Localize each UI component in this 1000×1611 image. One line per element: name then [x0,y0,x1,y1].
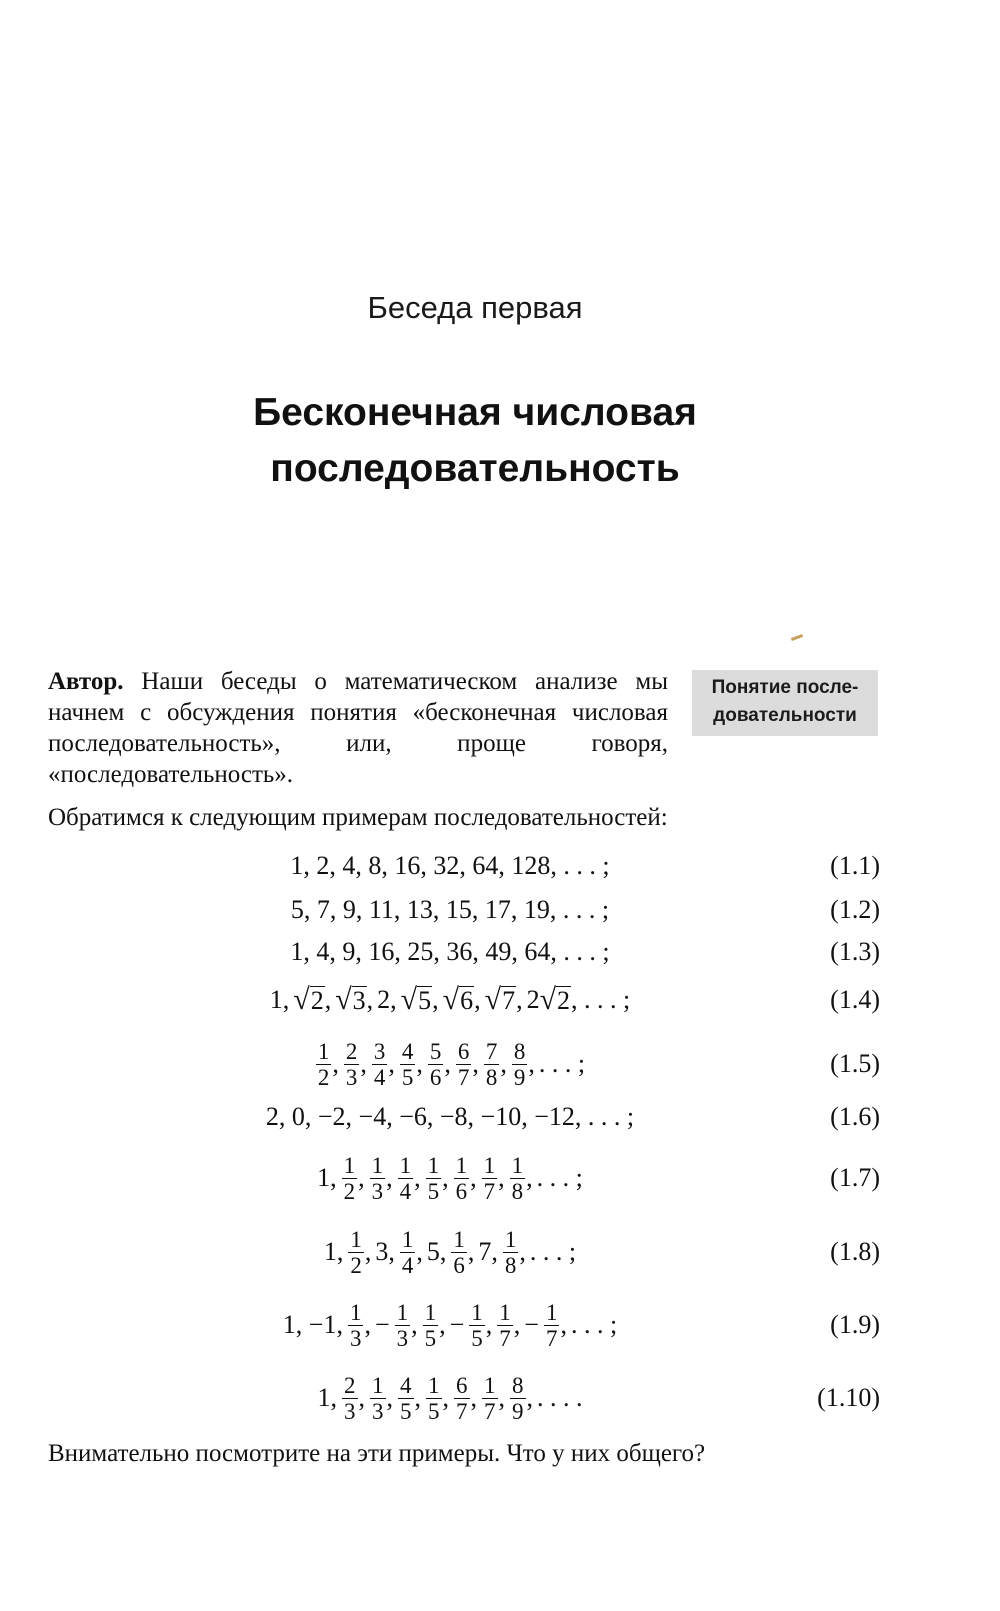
fraction-numerator: 4 [400,1372,412,1398]
fraction-denominator: 9 [512,1398,524,1424]
fraction-denominator: 4 [401,1252,414,1278]
fraction [370,1373,386,1424]
fraction-numerator: 4 [401,1038,414,1064]
square-root [335,985,366,1015]
fraction [426,1153,442,1204]
chapter-title-line-1: Бесконечная числовая [253,391,697,434]
sequence-text: , [416,1049,423,1078]
sequence-row [0,1087,900,1147]
equation-number: (1.4) [830,985,880,1014]
sequence-text: , [442,1383,449,1412]
fraction-numerator: 1 [424,1299,437,1325]
fraction-denominator: 7 [545,1325,558,1351]
fraction-numerator: 1 [511,1152,524,1178]
fraction-denominator: 7 [483,1178,496,1204]
equation-number: (1.9) [830,1310,880,1339]
fraction-numerator: 6 [456,1372,468,1398]
fraction-numerator: 5 [429,1038,442,1064]
sequence-text: 1, [323,1237,344,1266]
radical-sign-icon: √ [400,983,418,1016]
sequence-text: , [470,1163,477,1192]
radical-sign-icon: √ [293,983,310,1016]
square-root [540,985,571,1015]
sequence-text: , [416,1237,423,1266]
radical-sign-icon: √ [484,983,502,1016]
fraction-denominator: 7 [457,1064,470,1090]
intro-text: Наши беседы о математическом анализе мы начнем с обсуждения понятия «бесконечная числовая последовательность», или, проще говоря, «последовательность». [48,668,668,788]
radical-sign-icon: √ [335,983,352,1016]
closing-sentence: Внимательно посмотрите на эти примеры. Что у них общего? [48,1440,706,1467]
fraction-denominator: 3 [349,1325,362,1351]
fraction-numerator: 1 [484,1372,496,1398]
sequence-text: 1, −1, [282,1310,343,1339]
sequence-text: , [388,1049,395,1078]
fraction-numerator: 8 [512,1372,524,1398]
fraction [426,1373,442,1424]
fraction-numerator: 1 [350,1226,362,1252]
fraction-numerator: 7 [485,1038,498,1064]
speaker-label: Автор. [48,668,124,695]
fraction-denominator: 7 [484,1398,496,1424]
sequence-row [0,1222,900,1282]
sequence-text: , [358,1383,365,1412]
fraction-denominator: 5 [427,1178,440,1204]
fraction [469,1300,485,1351]
sequence-tail: . . . . [537,1383,583,1412]
sequence-row [0,1368,900,1428]
fraction-numerator: 1 [545,1299,558,1325]
fraction-denominator: 5 [471,1325,483,1351]
fraction-denominator: 5 [400,1398,412,1424]
sequence-text: , [519,1237,526,1266]
fraction-denominator: 3 [372,1398,384,1424]
fraction [512,1039,528,1090]
sequence-tail: . . . ; [536,1163,583,1192]
fraction [454,1373,470,1424]
sequence-text: , [467,1237,475,1266]
radicand: 2 [557,986,571,1015]
sequence-tail: . . . ; [570,1310,618,1339]
equation-number: (1.8) [830,1237,880,1266]
sequence-text: 5, [426,1237,447,1266]
fraction-denominator: 3 [344,1398,356,1424]
fraction-numerator: 1 [317,1038,330,1064]
fraction [398,1373,414,1424]
sequence-tail: . . . ; [529,1237,577,1266]
fraction [482,1153,498,1204]
fraction [428,1039,444,1090]
sequence-text: , [500,1049,507,1078]
fraction [456,1039,472,1090]
fraction-denominator: 2 [350,1252,362,1278]
fraction-numerator: 1 [401,1226,414,1252]
fraction-denominator: 4 [399,1178,412,1204]
sequence-text: , [364,1237,372,1266]
fraction-numerator: 1 [483,1152,496,1178]
sequence-text: 1, 4, 9, 16, 25, 36, 49, 64, . . . ; [290,937,610,966]
fraction-numerator: 1 [343,1152,356,1178]
chapter-subtitle: Беседа первая [367,290,583,325]
sequence-text: , [324,985,332,1014]
fraction [423,1300,439,1351]
fraction [398,1153,414,1204]
sequence-row [0,1034,900,1094]
sequence-text: , [414,1163,421,1192]
fraction-denominator: 8 [504,1252,517,1278]
sequence-text: 7, [478,1237,498,1266]
equation-number: (1.5) [830,1049,880,1078]
ink-mark [791,634,803,641]
fraction [342,1373,358,1424]
fraction [400,1227,416,1278]
chapter-title-line-2: последовательность [270,447,680,490]
fraction-denominator: 3 [396,1325,409,1351]
fraction [484,1039,500,1090]
radicand: 2 [310,986,324,1015]
fraction [482,1373,498,1424]
fraction-numerator: 1 [399,1152,412,1178]
sequence-text: , [386,1383,393,1412]
equation-number: (1.1) [830,851,880,880]
fraction [544,1300,560,1351]
equation-number: (1.2) [830,895,880,924]
sequence-text: , [516,985,523,1014]
fraction-denominator: 7 [456,1398,468,1424]
fraction [344,1039,360,1090]
fraction-denominator: 2 [317,1064,330,1090]
fraction-numerator: 1 [428,1372,440,1398]
square-root [443,985,474,1015]
fraction-denominator: 5 [428,1398,440,1424]
intro-paragraph [48,666,668,790]
fraction-denominator: 7 [499,1325,511,1351]
fraction-denominator: 4 [373,1064,386,1090]
fraction-numerator: 2 [344,1372,356,1398]
coefficient: 2 [526,985,540,1014]
fraction [497,1300,513,1351]
radical-sign-icon: √ [442,983,460,1016]
radical-sign-icon: √ [539,983,557,1016]
sequence-text: , [386,1163,393,1192]
fraction [316,1039,332,1090]
fraction [372,1039,388,1090]
sequence-text: , [432,985,439,1014]
sequence-text: 3, [375,1237,395,1266]
sequence-text: , [444,1049,451,1078]
fraction [342,1153,358,1204]
radicand: 3 [352,986,366,1015]
fraction [395,1300,411,1351]
radicand: 5 [418,986,432,1015]
lead-sentence: Обратимся к следующим примерам последовательностей: [48,804,668,831]
fraction-numerator: 1 [372,1372,384,1398]
radicand: 6 [460,986,474,1015]
equation-number: (1.6) [830,1102,880,1131]
fraction [348,1227,364,1278]
fraction-denominator: 6 [455,1178,468,1204]
fraction-numerator: 1 [349,1299,362,1325]
sequence-row [0,1295,900,1355]
equation-number: (1.10) [817,1383,880,1412]
sequence-text: 1, [269,985,290,1014]
fraction-denominator: 9 [513,1064,526,1090]
fraction [510,1373,526,1424]
sequence-text: , [513,1310,521,1339]
sequence-text: , [439,1310,446,1339]
fraction-denominator: 8 [485,1064,498,1090]
fraction-numerator: 8 [513,1038,526,1064]
sequence-text: , [498,1383,505,1412]
sequence-text: , [485,1310,493,1339]
fraction [454,1153,470,1204]
fraction-numerator: 6 [457,1038,470,1064]
sequence-text: 5, 7, 9, 11, 13, 15, 17, 19, . . . ; [290,895,610,924]
fraction-numerator: 3 [373,1038,386,1064]
sequence-text: , [560,1310,567,1339]
sequence-text: , [472,1049,479,1078]
fraction-denominator: 5 [424,1325,437,1351]
fraction-denominator: 2 [343,1178,356,1204]
fraction-denominator: 3 [371,1178,384,1204]
sequence-text: , [526,1383,533,1412]
sequence-row [0,1148,900,1208]
fraction [451,1227,467,1278]
margin-note [692,670,878,736]
fraction [503,1227,519,1278]
fraction-numerator: 2 [345,1038,358,1064]
sequence-text: 1, [317,1383,337,1412]
fraction-denominator: 5 [401,1064,414,1090]
equation-number: (1.3) [830,937,880,966]
sequence-text: − [374,1310,390,1339]
sequence-text: , [366,985,374,1014]
sequence-tail: . . . ; [538,1049,586,1078]
sequence-text: , [470,1383,477,1412]
square-root [485,985,516,1015]
sequence-text: 1, 2, 4, 8, 16, 32, 64, 128, . . . ; [290,851,610,880]
sequence-text: , [526,1163,533,1192]
sequence-text: , [442,1163,449,1192]
fraction-numerator: 1 [499,1299,511,1325]
sequence-text: , [498,1163,505,1192]
square-root [401,985,432,1015]
sequence-row [0,970,900,1030]
fraction [510,1153,526,1204]
sequence-text: , [360,1049,367,1078]
margin-note-line-1: Понятие после- [711,677,859,698]
fraction-numerator: 1 [371,1152,384,1178]
margin-note-line-2: довательности [713,705,857,726]
sequence-text: 2, 0, −2, −4, −6, −8, −10, −12, . . . ; [265,1102,635,1131]
fraction-numerator: 1 [396,1299,409,1325]
fraction [400,1039,416,1090]
fraction-denominator: 8 [511,1178,524,1204]
fraction-denominator: 6 [453,1252,465,1278]
sequence-tail: , . . . ; [571,985,631,1014]
fraction-numerator: 1 [453,1226,465,1252]
chapter-title [0,385,950,497]
sequence-text: 1, [317,1163,337,1192]
fraction-denominator: 3 [345,1064,358,1090]
sequence-text: 2, [377,985,397,1014]
fraction-numerator: 1 [504,1226,517,1252]
sequence-text: , [474,985,481,1014]
fraction-numerator: 1 [455,1152,468,1178]
radicand: 7 [502,986,516,1015]
fraction [370,1153,386,1204]
equation-number: (1.7) [830,1163,880,1192]
sequence-text: , [364,1310,371,1339]
sequence-text: , [528,1049,535,1078]
fraction-numerator: 1 [471,1299,483,1325]
sequence-text: − [449,1310,465,1339]
sequence-text: , [411,1310,418,1339]
fraction [348,1300,364,1351]
sequence-text: , [332,1049,339,1078]
sequence-text: − [524,1310,539,1339]
square-root [293,985,324,1015]
fraction-numerator: 1 [427,1152,440,1178]
sequence-text: , [414,1383,421,1412]
fraction-denominator: 6 [429,1064,442,1090]
sequence-text: , [358,1163,365,1192]
